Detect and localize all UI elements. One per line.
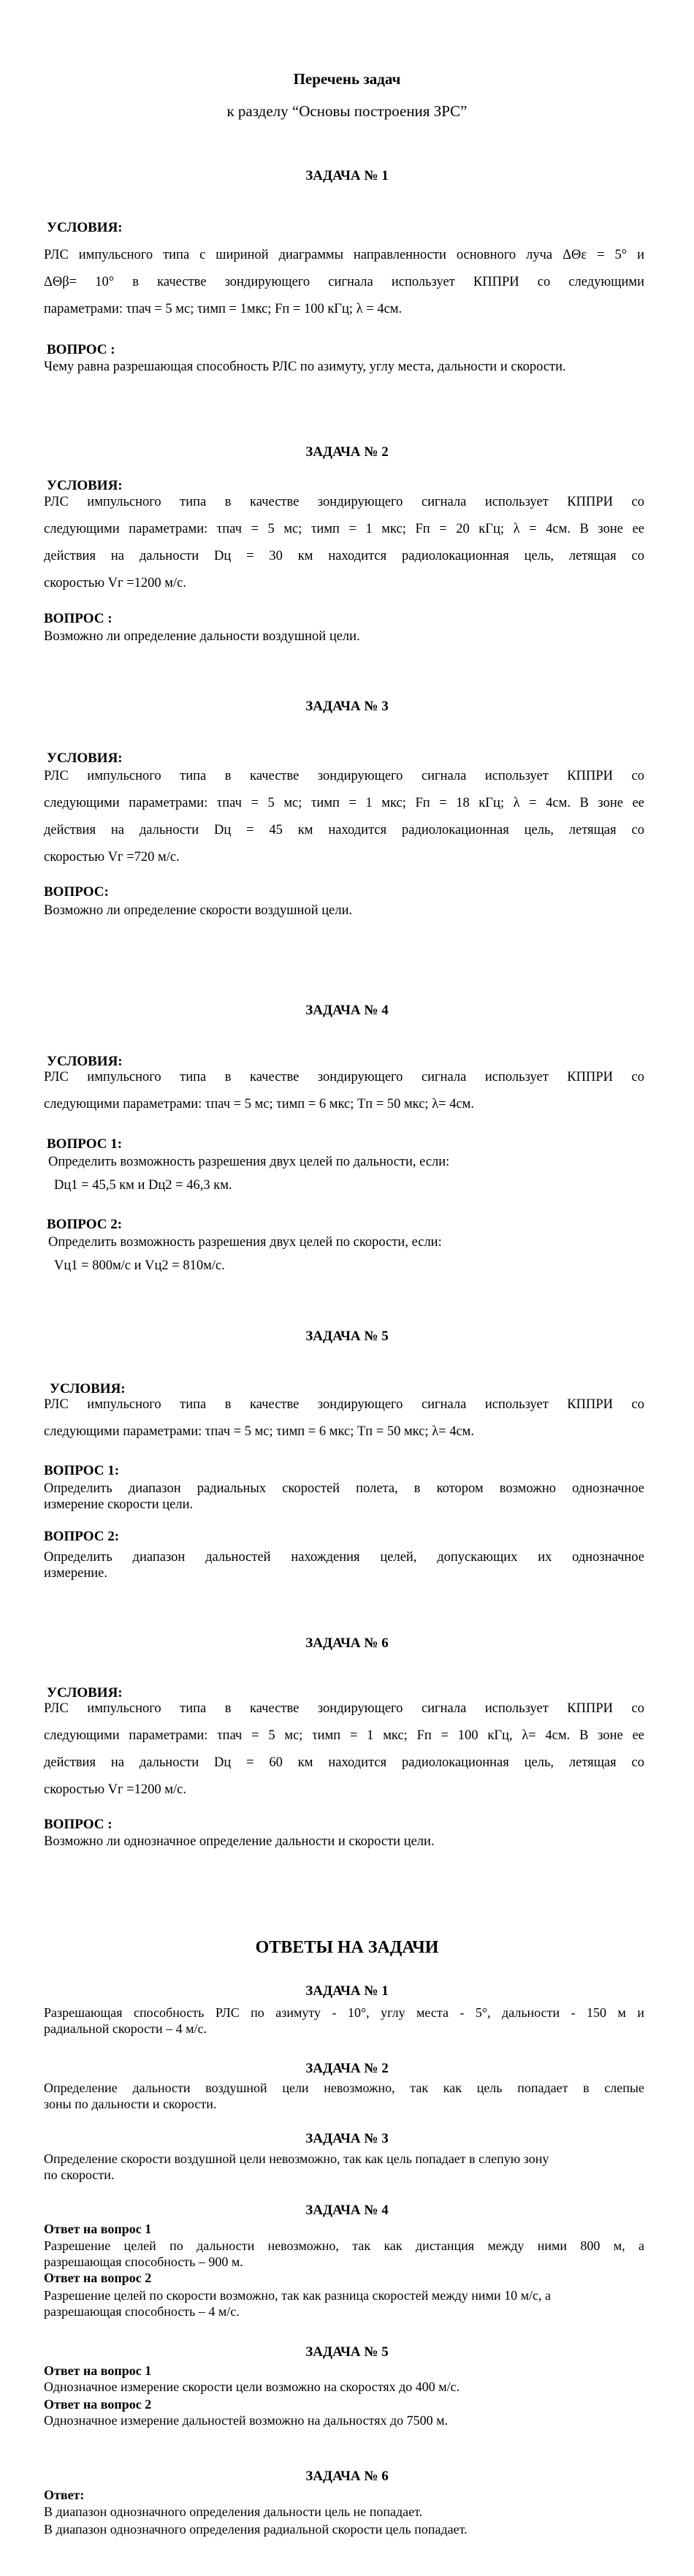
task-6-cond-line-2: следующими параметрами: τпач = 5 мс; τимп = 1 мкс; Fп = 100 кГц, λ= 4см. В зоне ее: [44, 1728, 644, 1743]
answer-2-line-1: Определение дальности воздушной цели невозможно, так как цель попадает в слепые: [44, 2081, 644, 2095]
task-1-conditions-label: УСЛОВИЯ:: [47, 220, 123, 235]
answer-4-q2-text: [44, 2287, 644, 2319]
task-6-conditions-label: УСЛОВИЯ:: [47, 1685, 123, 1701]
task-5-q1-line-1: Определить диапазон радиальных скоростей полета, в котором возможно однозначное: [44, 1481, 644, 1496]
page-subtitle: к разделу “Основы построения ЗРС”: [226, 102, 468, 120]
task-2-cond-line-4: скоростью Vг =1200 м/с.: [44, 576, 186, 590]
task-4-question-1: Определить возможность разрешения двух целей по дальности, если:: [48, 1155, 450, 1169]
answer-2-line-2: зоны по дальности и скорости.: [44, 2097, 217, 2111]
task-5-question-2-label: ВОПРОС 2:: [44, 1529, 120, 1544]
task-1-question: Чему равна разрешающая способность РЛС по азимуту, углу места, дальности и скорости.: [44, 360, 566, 374]
task-6-heading: ЗАДАЧА № 6: [305, 1635, 389, 1651]
answer-1-heading: ЗАДАЧА № 1: [305, 1983, 389, 1999]
task-3-cond-line-4: скоростью Vг =720 м/с.: [44, 850, 180, 865]
answer-6-heading: ЗАДАЧА № 6: [305, 2469, 389, 2484]
task-1-question-label: ВОПРОС :: [47, 342, 115, 357]
task-4-question-2-label: ВОПРОС 2:: [47, 1217, 123, 1232]
answer-4-q1-line-2: разрешающая способность – 900 м.: [44, 2254, 243, 2269]
answer-4-q1-label: Ответ на вопрос 1: [44, 2222, 152, 2236]
task-1-heading: ЗАДАЧА № 1: [305, 168, 389, 183]
task-6-question: Возможно ли однозначное определение дальности и скорости цели.: [44, 1834, 435, 1849]
page-title: Перечень задач: [293, 70, 401, 88]
task-1-conditions: [44, 242, 644, 323]
task-4-question-1-label: ВОПРОС 1:: [47, 1136, 123, 1152]
task-5-conditions-label: УСЛОВИЯ:: [50, 1381, 126, 1397]
task-6-cond-line-1: РЛС импульсного типа в качестве зондирующего сигнала использует КППРИ со: [44, 1701, 644, 1716]
task-2-conditions: [44, 489, 644, 597]
task-2-cond-line-2: следующими параметрами: τпач = 5 мс; τимп = 1 мкс; Fп = 20 кГц; λ = 4см. В зоне ее: [44, 522, 644, 536]
task-5-q2-line-2: измерение.: [44, 1566, 107, 1581]
task-4-heading: ЗАДАЧА № 4: [305, 1003, 389, 1018]
task-5-cond-line-2: следующими параметрами: τпач = 5 мс; τимп = 6 мкс; Tп = 50 мкс; λ= 4см.: [44, 1424, 475, 1439]
answer-5-q1-label: Ответ на вопрос 1: [44, 2363, 152, 2378]
task-5-cond-line-1: РЛС импульсного типа в качестве зондирующего сигнала использует КППРИ со: [44, 1397, 644, 1412]
task-4-question-1-value: Dц1 = 45,5 км и Dц2 = 46,3 км.: [54, 1178, 232, 1193]
task-4-cond-line-2: следующими параметрами: τпач = 5 мс; τимп = 6 мкс; Tп = 50 мкс; λ= 4см.: [44, 1097, 475, 1112]
answer-4-q2-label: Ответ на вопрос 2: [44, 2271, 152, 2285]
task-2-heading: ЗАДАЧА № 2: [305, 444, 389, 460]
task-3-conditions-label: УСЛОВИЯ:: [47, 751, 123, 766]
task-2-question-label: ВОПРОС :: [44, 611, 113, 626]
task-4-conditions: [44, 1064, 644, 1118]
task-3-cond-line-3: действия на дальности Dц = 45 км находится радиолокационная цель, летящая со: [44, 823, 644, 837]
task-3-cond-line-2: следующими параметрами: τпач = 5 мс; τимп = 1 мкс; Fп = 18 кГц; λ = 4см. В зоне ее: [44, 796, 644, 810]
answer-6-label: Ответ:: [44, 2488, 85, 2502]
task-2-cond-line-1: РЛС импульсного типа в качестве зондирующего сигнала использует КППРИ со: [44, 495, 644, 509]
answer-4-q1-line-1: Разрешение целей по дальности невозможно, так как дистанция между ними 800 м, а: [44, 2238, 644, 2253]
task-4-conditions-label: УСЛОВИЯ:: [47, 1054, 123, 1069]
answer-6-line-1: В диапазон однозначного определения дальности цель не попадает.: [44, 2504, 423, 2519]
task-6-cond-line-4: скоростью Vг =1200 м/с.: [44, 1782, 186, 1797]
task-3-cond-line-1: РЛС импульсного типа в качестве зондирующего сигнала использует КППРИ со: [44, 769, 644, 783]
task-5-question-2: [44, 1549, 644, 1581]
task-2-cond-line-3: действия на дальности Dц = 30 км находится радиолокационная цель, летящая со: [44, 549, 644, 563]
answer-5-q2-label: Ответ на вопрос 2: [44, 2397, 152, 2412]
task-2-conditions-label: УСЛОВИЯ:: [47, 478, 123, 493]
task-5-q1-line-2: измерение скорости цели.: [44, 1497, 194, 1512]
task-5-q2-line-1: Определить диапазон дальностей нахождения целей, допускающих их однозначное: [44, 1550, 644, 1565]
answer-3-heading: ЗАДАЧА № 3: [305, 2131, 389, 2146]
answer-5-heading: ЗАДАЧА № 5: [305, 2344, 389, 2360]
task-4-question-2: Определить возможность разрешения двух целей по скорости, если:: [48, 1235, 442, 1250]
answer-5-q2-text: Однозначное измерение дальностей возможно на дальностях до 7500 м.: [44, 2413, 449, 2428]
task-5-conditions: [44, 1391, 644, 1445]
task-4-cond-line-1: РЛС импульсного типа в качестве зондирующего сигнала использует КППРИ со: [44, 1070, 644, 1084]
answer-5-q1-text: Однозначное измерение скорости цели возможно на скоростях до 400 м/с.: [44, 2379, 460, 2394]
task-3-question-label: ВОПРОС:: [44, 884, 109, 900]
task-5-question-1-label: ВОПРОС 1:: [44, 1463, 120, 1478]
task-1-cond-line-1: РЛС импульсного типа с шириной диаграммы направленности основного луча ΔΘε = 5° и: [44, 248, 644, 262]
answer-1-text: [44, 2005, 644, 2037]
task-6-cond-line-3: действия на дальности Dц = 60 км находится радиолокационная цель, летящая со: [44, 1755, 644, 1770]
answer-4-q2-line-1: Разрешение целей по скорости возможно, так как разница скоростей между ними 10 м/с, а: [44, 2288, 551, 2303]
task-1-cond-line-3: параметрами: τпач = 5 мс; τимп = 1мкс; Fп = 100 кГц; λ = 4см.: [44, 302, 403, 316]
task-4-question-2-value: Vц1 = 800м/с и Vц2 = 810м/с.: [54, 1258, 225, 1273]
answer-3-text: [44, 2151, 644, 2183]
task-2-question: Возможно ли определение дальности воздушной цели.: [44, 629, 360, 644]
answer-4-q2-line-2: разрешающая способность – 4 м/с.: [44, 2304, 240, 2319]
answers-title: ОТВЕТЫ НА ЗАДАЧИ: [255, 1938, 439, 1957]
answer-2-text: [44, 2080, 644, 2112]
answer-3-line-2: по скорости.: [44, 2167, 115, 2182]
answer-6-line-2: В диапазон однозначного определения радиальной скорости цель попадает.: [44, 2522, 468, 2537]
task-6-question-label: ВОПРОС :: [44, 1817, 113, 1832]
task-5-question-1: [44, 1481, 644, 1513]
task-5-heading: ЗАДАЧА № 5: [305, 1329, 389, 1344]
answer-1-line-1: Разрешающая способность РЛС по азимуту - 10°, углу места - 5°, дальности - 150 м и: [44, 2005, 644, 2020]
task-3-conditions: [44, 763, 644, 871]
task-3-heading: ЗАДАЧА № 3: [305, 699, 389, 714]
answer-3-line-1: Определение скорости воздушной цели невозможно, так как цель попадает в слепую зону: [44, 2151, 549, 2166]
answer-4-heading: ЗАДАЧА № 4: [305, 2203, 389, 2218]
answer-1-line-2: радиальной скорости – 4 м/с.: [44, 2021, 207, 2036]
task-1-cond-line-2: ΔΘβ= 10° в качестве зондирующего сигнала использует КППРИ со следующими: [44, 275, 644, 289]
answer-2-heading: ЗАДАЧА № 2: [305, 2061, 389, 2076]
answer-4-q1-text: [44, 2238, 644, 2270]
task-3-question: Возможно ли определение скорости воздушной цели.: [44, 903, 353, 918]
task-6-conditions: [44, 1695, 644, 1804]
